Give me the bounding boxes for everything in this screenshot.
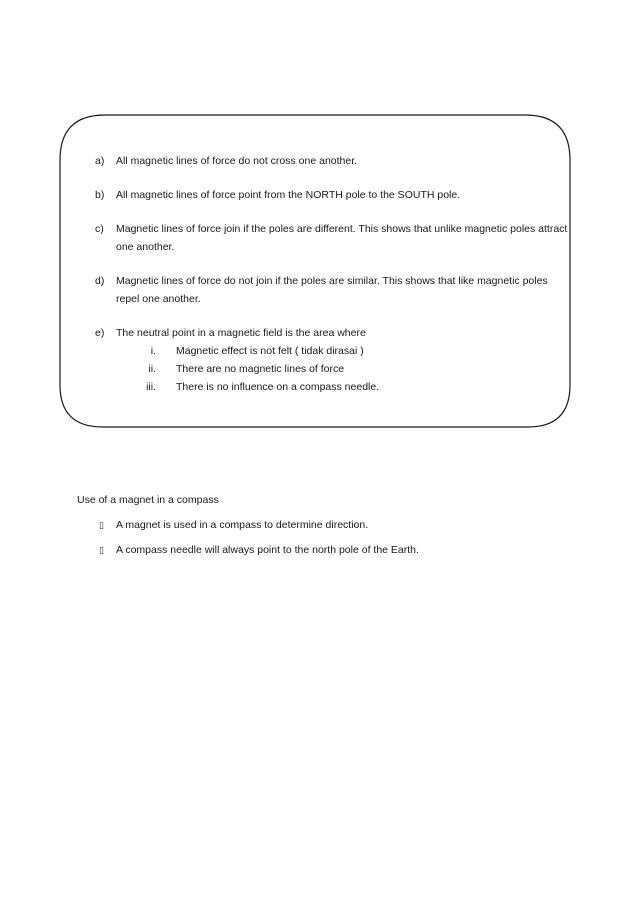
list-text: All magnetic lines of force do not cross one another. [116, 155, 358, 167]
list-item-d [95, 272, 570, 308]
bullet-glyph-icon: ▯ [99, 520, 104, 530]
sub-list-text: There are no magnetic lines of force [176, 363, 345, 375]
bullet-item [77, 516, 577, 534]
list-item-e [95, 324, 570, 396]
bullet-text: A compass needle will always point to the north pole of the Earth. [116, 544, 419, 556]
sub-list-marker: i. [150, 345, 156, 357]
facts-list [95, 152, 570, 412]
list-text: The neutral point in a magnetic field is the area where [116, 327, 366, 339]
list-marker: e) [95, 327, 105, 339]
bullet-item [77, 541, 577, 559]
sub-list-item [116, 378, 570, 396]
list-text: Magnetic lines of force do not join if the poles are similar. This shows that like magnetic poles repel one another. [116, 275, 548, 305]
sub-list-text: Magnetic effect is not felt ( tidak dirasai ) [176, 345, 364, 357]
bullet-text: A magnet is used in a compass to determine direction. [116, 519, 369, 531]
list-item-a [95, 152, 570, 170]
bullet-glyph-icon: ▯ [99, 545, 104, 555]
list-text: Magnetic lines of force join if the poles are different. This shows that unlike magnetic poles attract one another. [116, 223, 568, 253]
list-item-b [95, 186, 570, 204]
section-title: Use of a magnet in a compass [77, 494, 219, 506]
list-marker: d) [95, 275, 105, 287]
sub-list-item [116, 342, 570, 360]
sub-list-marker: ii. [148, 363, 156, 375]
list-marker: a) [95, 155, 105, 167]
list-text: All magnetic lines of force point from the NORTH pole to the SOUTH pole. [116, 189, 461, 201]
list-marker: c) [95, 223, 104, 235]
compass-section [77, 491, 577, 559]
sub-list-text: There is no influence on a compass needle. [176, 381, 380, 393]
sub-list-item [116, 360, 570, 378]
list-item-c [95, 220, 570, 256]
sub-list-marker: iii. [146, 381, 156, 393]
list-marker: b) [95, 189, 105, 201]
sub-list [116, 342, 570, 396]
